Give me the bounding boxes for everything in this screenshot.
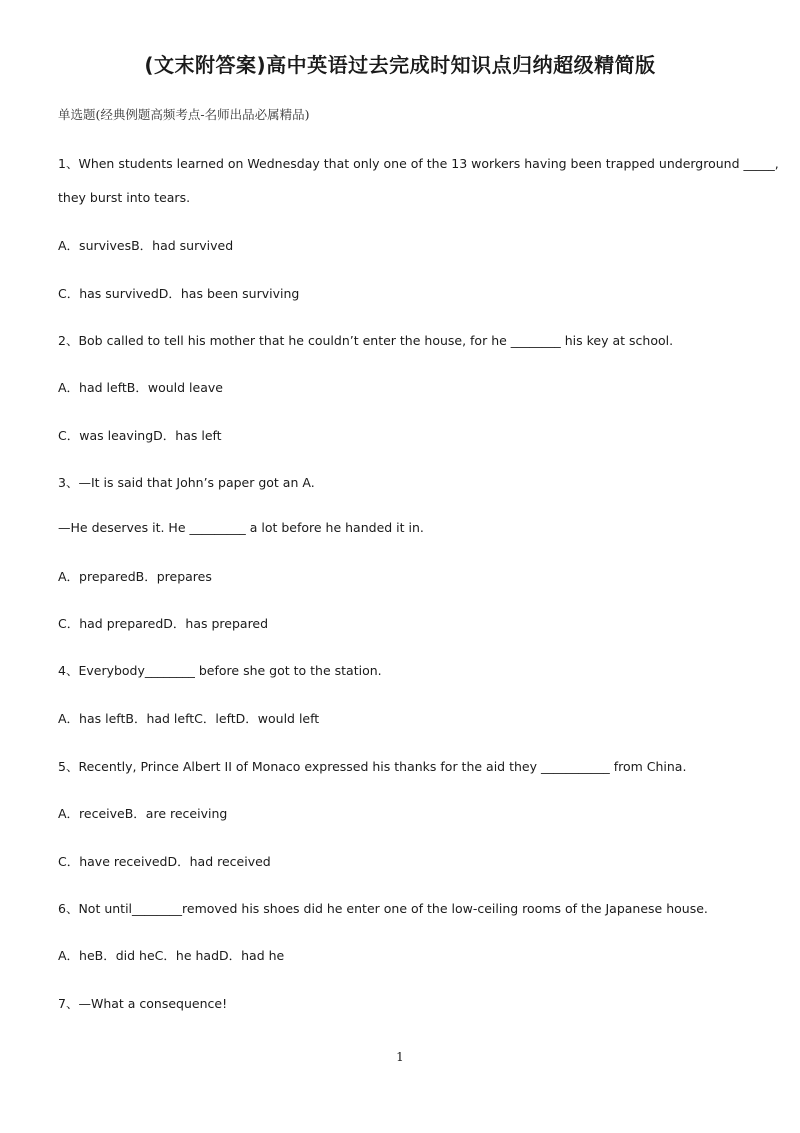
question-3-stem-continued: —He deserves it. He _________ a lot before he handed it in. [58,520,424,535]
question-3-options-cd: C．had preparedD．has prepared [58,616,269,631]
question-1-stem-continued: they burst into tears. [58,190,191,205]
section-heading: 单选题(经典例题高频考点-名师出品必属精品) [58,107,310,122]
question-3-stem: 3、—It is said that John’s paper got an A. [58,475,315,490]
question-5-options-cd: C．have receivedD．had received [58,854,271,869]
question-6-options: A．heB．did heC．he hadD．had he [58,948,285,963]
question-5-options-ab: A．receiveB．are receiving [58,806,228,821]
document-title: (文末附答案)高中英语过去完成时知识点归纳超级精简版 [144,53,656,77]
question-1-options-ab: A．survivesB．had survived [58,238,234,253]
question-6-stem: 6、Not until________removed his shoes did he enter one of the low-ceiling rooms of the Japanese house. [58,901,708,916]
question-3-options-ab: A．preparedB．prepares [58,569,212,584]
question-7-stem: 7、—What a consequence! [58,996,228,1011]
question-4-options: A．has leftB．had leftC．leftD．would left [58,711,320,726]
question-4-stem: 4、Everybody________ before she got to the station. [58,663,382,678]
question-1-stem: 1、When students learned on Wednesday that only one of the 13 workers having been trapped underground _____, [58,156,779,171]
question-1-options-cd: C．has survivedD．has been surviving [58,286,300,301]
question-2-options-cd: C．was leavingD．has left [58,428,222,443]
question-2-stem: 2、Bob called to tell his mother that he couldn’t enter the house, for he ________ his key at school. [58,333,674,348]
question-2-options-ab: A．had leftB．would leave [58,380,223,395]
question-5-stem: 5、Recently, Prince Albert II of Monaco expressed his thanks for the aid they ___________ from China. [58,759,687,774]
page-number: 1 [396,1050,404,1064]
